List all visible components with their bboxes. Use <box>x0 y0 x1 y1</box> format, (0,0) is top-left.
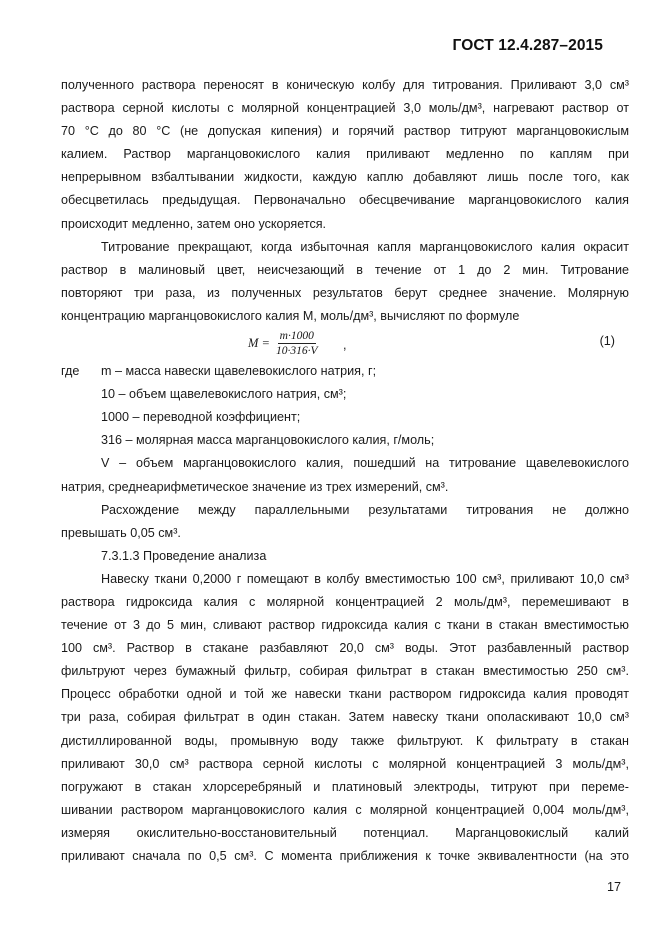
text-line: измеряя окислительно-восстановительный потенциал. Марганцовокислый калий <box>61 825 629 840</box>
text-line: погружают в стакан хлорсеребряный и платиновый электроды, титруют при переме- <box>61 779 629 794</box>
where-item: V – объем марганцовокислого калия, пошедший на титрование щавелевокислого <box>101 456 629 471</box>
text-line: 100 см³. Раствор в стакане разбавляют 20,0 см³ воды. Этот разбавленный раствор <box>61 641 629 656</box>
text-line: 70 °С до 80 °С (не допуская кипения) и горячий раствор титруют марганцовокислым <box>61 124 629 139</box>
text-line: Навеску ткани 0,2000 г помещают в колбу вместимостью 100 см³, приливают 10,0 см³ <box>101 571 629 586</box>
where-item: 10 – объем щавелевокислого натрия, см³; <box>101 387 347 402</box>
where-continuation: натрия, среднеарифметическое значение из трех измерений, см³. <box>61 479 449 494</box>
section-heading: 7.3.1.3 Проведение анализа <box>101 548 267 563</box>
text-line: Расхождение между параллельными результатами титрования не должно <box>101 502 629 517</box>
text-line: непрерывном взбалтывании жидкости, каждую каплю добавляют лишь после того, как <box>61 170 629 185</box>
text-line: Процесс обработки одной и той же навески ткани раствором гидроксида калия проводят <box>61 687 629 702</box>
equation-number: (1) <box>599 334 615 349</box>
text-line: дистиллированной воды, промывную воду также фильтруют. К фильтрату в стакан <box>61 733 629 748</box>
text-line: превышать 0,05 см³. <box>61 525 181 540</box>
text-line: течение от 3 до 5 мин, сливают раствор гидроксида калия с ткани в стакан вместимостью <box>61 618 629 633</box>
where-label: где <box>61 364 80 379</box>
document-body <box>61 74 629 868</box>
text-line: три раза, собирая фильтрат в один стакан. Затем навеску ткани ополаскивают 10,0 см³ <box>61 710 629 725</box>
text-line: раствора гидроксида калия с молярной концентрацией 2 моль/дм³, перемешивают в <box>61 594 629 609</box>
text-line: шивании раствором марганцовокислого калия с молярной концентрацией 0,004 моль/дм³, <box>61 802 629 817</box>
text-line: раствор в малиновый цвет, неисчезающий в течение от 1 до 2 мин. Титрование <box>61 262 629 277</box>
formula-numerator: m·1000 <box>279 330 314 343</box>
formula-1 <box>61 328 629 360</box>
where-item: 1000 – переводной коэффициент; <box>101 410 301 425</box>
text-line: происходит медленно, затем оно ускоряется. <box>61 216 327 231</box>
text-line: повторяют три раза, из полученных результатов берут среднее значение. Молярную <box>61 285 629 300</box>
formula-lhs: M = <box>248 336 270 351</box>
text-line: раствора серной кислоты с молярной концентрацией 3,0 моль/дм³, нагревают раствор от <box>61 101 629 116</box>
text-line: полученного раствора переносят в коническую колбу для титрования. Приливают 3,0 см³ <box>61 78 629 92</box>
formula-comma: , <box>343 338 347 353</box>
formula-expression <box>248 330 318 357</box>
formula-denominator: 10·316·V <box>275 345 318 358</box>
text-line: фильтруют через бумажный фильтр, собирая фильтрат в стакан вместимостью 250 см³. <box>61 664 629 679</box>
where-item-text: m – масса навески щавелевокислого натрия, г; <box>101 364 377 379</box>
text-line: обесцветилась предыдущая. Первоначально обесцвечивание марганцовокислого калия <box>61 193 629 208</box>
text-line: приливают 30,0 см³ раствора серной кислоты с молярной концентрацией 3 моль/дм³, <box>61 756 629 771</box>
text-line: концентрацию марганцовокислого калия M, моль/дм³, вычисляют по формуле <box>61 308 520 323</box>
text-line: калием. Раствор марганцовокислого калия приливают медленно по каплям при <box>61 147 629 162</box>
document-header: ГОСТ 12.4.287–2015 <box>452 37 603 54</box>
where-item: 316 – молярная масса марганцовокислого калия, г/моль; <box>101 433 435 448</box>
page-number: 17 <box>606 880 621 894</box>
where-item <box>61 360 629 383</box>
formula-fraction <box>276 330 318 357</box>
text-line: Титрование прекращают, когда избыточная капля марганцовокислого калия окрасит <box>101 239 629 254</box>
text-line: приливают сначала по 0,5 см³. С момента приближения к точке эквивалентности (на это <box>61 849 629 863</box>
